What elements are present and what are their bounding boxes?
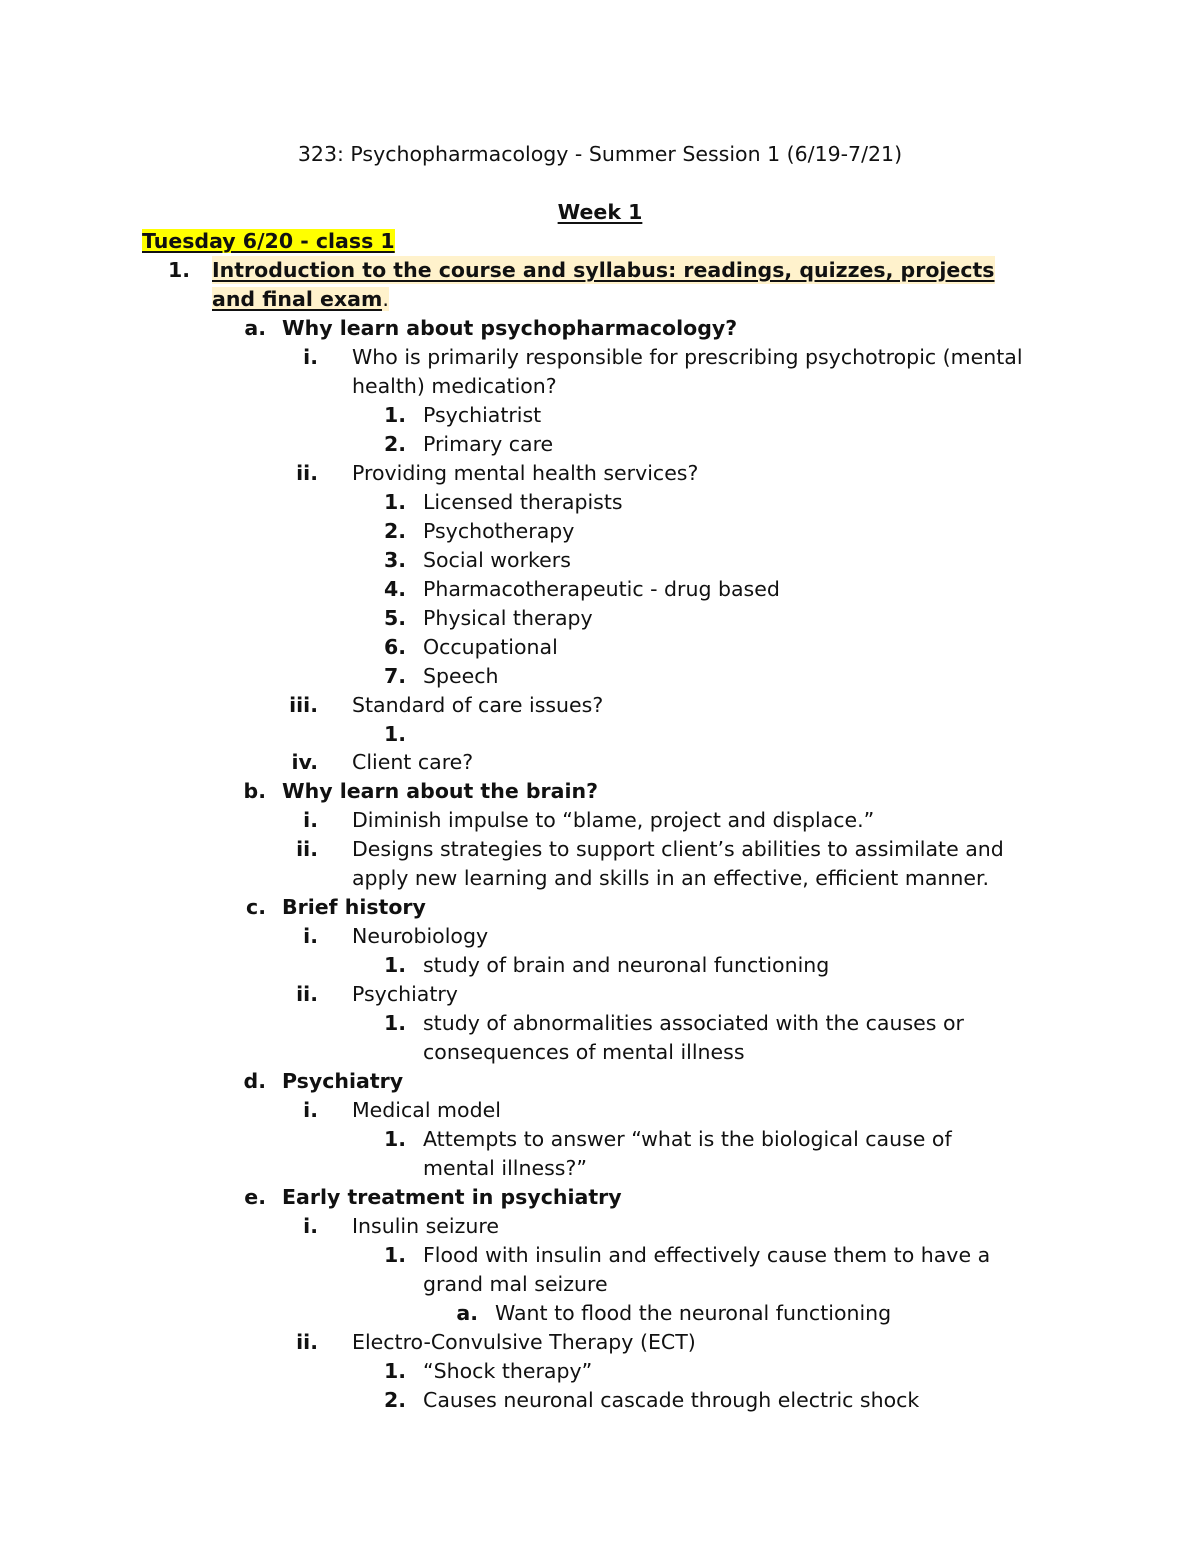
class-heading-text: Tuesday 6/20 - class 1	[142, 229, 395, 253]
list-marker: ii.	[296, 837, 318, 861]
list-marker: ii.	[296, 1330, 318, 1354]
list-marker: 1.	[383, 403, 406, 427]
list-text: grand mal seizure	[423, 1272, 608, 1296]
list-text: Physical therapy	[423, 606, 593, 630]
list-text: “Shock therapy”	[423, 1359, 593, 1383]
list-text: Why learn about psychopharmacology?	[282, 316, 738, 340]
list-marker: 2.	[383, 1388, 406, 1412]
list-marker: c.	[246, 895, 266, 919]
list-marker: 1.	[383, 722, 406, 746]
list-text: Neurobiology	[352, 924, 489, 948]
list-text: Licensed therapists	[423, 490, 623, 514]
list-text: study of abnormalities associated with the causes or	[423, 1011, 964, 1035]
list-text: Social workers	[423, 548, 571, 572]
list-marker: 1.	[383, 953, 406, 977]
list-marker: ii.	[296, 461, 318, 485]
list-text: Diminish impulse to “blame, project and displace.”	[352, 808, 875, 832]
list-marker: a.	[456, 1301, 478, 1325]
list-marker: 3.	[383, 548, 406, 572]
list-text: Brief history	[282, 895, 426, 919]
list-marker: iii.	[289, 693, 318, 717]
list-text: Insulin seizure	[352, 1214, 499, 1238]
list-text: Designs strategies to support client’s abilities to assimilate and	[352, 837, 1004, 861]
list-text: Why learn about the brain?	[282, 779, 598, 803]
list-text: Pharmacotherapeutic - drug based	[423, 577, 780, 601]
list-marker: 1.	[167, 258, 190, 282]
list-text: Medical model	[352, 1098, 501, 1122]
list-text: Causes neuronal cascade through electric shock	[423, 1388, 920, 1412]
list-marker: 5.	[383, 606, 406, 630]
list-text: Standard of care issues?	[352, 693, 604, 717]
list-marker: i.	[303, 924, 318, 948]
list-text: Speech	[423, 664, 499, 688]
list-text: Flood with insulin and effectively cause them to have a	[423, 1243, 991, 1267]
list-marker: d.	[243, 1069, 266, 1093]
list-text: Occupational	[423, 635, 558, 659]
list-marker: iv.	[291, 750, 318, 774]
list-marker: e.	[244, 1185, 266, 1209]
list-text-wrap	[212, 285, 389, 313]
list-text: Early treatment in psychiatry	[282, 1185, 622, 1209]
list-text-period: .	[382, 287, 389, 311]
list-marker: b.	[243, 779, 266, 803]
list-text: apply new learning and skills in an effective, efficient manner.	[352, 866, 990, 890]
week-heading: Week 1	[557, 200, 643, 224]
list-marker: 1.	[383, 1011, 406, 1035]
list-text: and final exam	[212, 287, 383, 311]
list-text: Introduction to the course and syllabus: readings, quizzes, projects	[212, 258, 995, 282]
list-marker: 1.	[383, 1359, 406, 1383]
list-marker: 6.	[383, 635, 406, 659]
document-title: 323: Psychopharmacology - Summer Session 1 (6/19-7/21)	[297, 142, 903, 166]
list-marker: 4.	[383, 577, 406, 601]
list-text: Primary care	[423, 432, 554, 456]
list-marker: 1.	[383, 1127, 406, 1151]
list-text: Attempts to answer “what is the biological cause of	[423, 1127, 952, 1151]
list-text: study of brain and neuronal functioning	[423, 953, 830, 977]
list-text: Electro-Convulsive Therapy (ECT)	[352, 1330, 696, 1354]
list-marker: i.	[303, 1098, 318, 1122]
list-marker: i.	[303, 345, 318, 369]
list-text: health) medication?	[352, 374, 557, 398]
list-marker: a.	[244, 316, 266, 340]
list-text: Psychiatry	[282, 1069, 404, 1093]
list-text: Psychotherapy	[423, 519, 575, 543]
list-marker: ii.	[296, 982, 318, 1006]
list-text: consequences of mental illness	[423, 1040, 745, 1064]
list-marker: i.	[303, 1214, 318, 1238]
list-text: Client care?	[352, 750, 474, 774]
list-marker: 2.	[383, 519, 406, 543]
list-marker: 7.	[383, 664, 406, 688]
list-marker: i.	[303, 808, 318, 832]
list-text: mental illness?”	[423, 1156, 587, 1180]
list-marker: 1.	[383, 490, 406, 514]
list-text: Want to flood the neuronal functioning	[495, 1301, 892, 1325]
list-text: Psychiatrist	[423, 403, 542, 427]
list-text: Who is primarily responsible for prescribing psychotropic (mental	[352, 345, 1023, 369]
list-text: Providing mental health services?	[352, 461, 699, 485]
list-marker: 1.	[383, 1243, 406, 1267]
list-marker: 2.	[383, 432, 406, 456]
list-text: Psychiatry	[352, 982, 458, 1006]
class-heading	[142, 227, 395, 255]
